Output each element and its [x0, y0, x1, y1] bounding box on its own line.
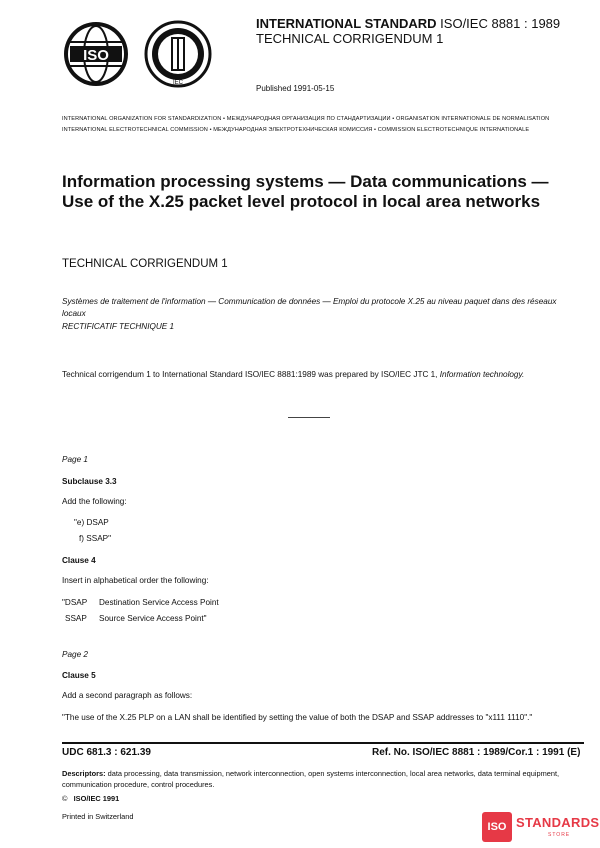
footer-rule: [62, 742, 584, 744]
separator: [288, 417, 330, 418]
french-subtitle: RECTIFICATIF TECHNIQUE 1: [62, 322, 175, 331]
item-e: "e) DSAP: [74, 518, 109, 527]
ssap-definition: Source Service Access Point": [99, 614, 207, 623]
org-line-iso: INTERNATIONAL ORGANIZATION FOR STANDARDIZATION • МЕЖДУНАРОДНАЯ ОРГАНИЗАЦИЯ ПО СТАНДАРТИЗАЦИИ • ORGANISATION INTERNATIONALE DE NORMALISATION: [62, 116, 550, 122]
copyright-text: ISO/IEC 1991: [73, 794, 120, 803]
printed-location: Printed in Switzerland: [62, 812, 134, 821]
clause-5-heading: Clause 5: [62, 671, 96, 680]
org-line-iec: INTERNATIONAL ELECTROTECHNICAL COMMISSION • МЕЖДУНАРОДНАЯ ЭЛЕКТРОТЕХНИЧЕСКАЯ КОМИССИЯ • COMMISSION ELECTROTECHNIQUE INTERNATIONALE: [62, 127, 530, 133]
add-paragraph-text: Add a second paragraph as follows:: [62, 691, 193, 700]
dsap-definition: Destination Service Access Point: [99, 598, 219, 607]
iec-logo: [144, 20, 212, 88]
subclause-heading: Subclause 3.3: [62, 477, 117, 486]
corrigendum-label: TECHNICAL CORRIGENDUM 1: [256, 31, 444, 46]
iso-logo: [62, 20, 130, 88]
reference-number: Ref. No. ISO/IEC 8881 : 1989/Cor.1 : 1991 (E): [372, 747, 581, 758]
preparation-note: [62, 370, 524, 379]
document-title: Information processing systems — Data communications — Use of the X.25 packet level protocol in local area networks: [62, 172, 549, 211]
french-title: Systèmes de traitement de l'information — Communication de données — Emploi du protocole X.25 au niveau paquet dans des réseaux locaux: [62, 297, 557, 318]
standard-ref: ISO/IEC 8881 : 1989: [440, 16, 561, 31]
descriptors-label: Descriptors:: [62, 769, 106, 778]
preparation-committee: Information technology.: [439, 370, 525, 379]
standard-label: INTERNATIONAL STANDARD: [256, 16, 437, 31]
standard-heading: [256, 16, 560, 46]
ssap-abbr: SSAP: [65, 614, 87, 623]
store-name: STANDARDS: [516, 815, 600, 830]
copyright-icon: ©: [62, 794, 68, 803]
document-subtitle: TECHNICAL CORRIGENDUM 1: [62, 258, 228, 270]
add-following-text: Add the following:: [62, 497, 127, 506]
page-1-label: Page 1: [62, 455, 88, 464]
iec-logo-text: IEC: [172, 80, 184, 86]
page-2-label: Page 2: [62, 650, 88, 659]
iso-logo-text: ISO: [83, 47, 109, 64]
clause-4-heading: Clause 4: [62, 556, 96, 565]
insert-text: Insert in alphabetical order the following:: [62, 576, 209, 585]
published-date: Published 1991-05-15: [256, 84, 335, 93]
item-f: f) SSAP": [79, 534, 112, 543]
dsap-abbr: "DSAP: [62, 598, 88, 607]
quoted-paragraph: "The use of the X.25 PLP on a LAN shall be identified by setting the value of both the DSAP and SSAP addresses to "x111 1110".": [62, 713, 533, 722]
preparation-text: Technical corrigendum 1 to International Standard ISO/IEC 8881:1989 was prepared by ISO/IEC JTC 1,: [62, 370, 438, 379]
descriptors-text: data processing, data transmission, network interconnection, open systems interconnection, local area networks, data terminal equipment, communication procedure, control procedures.: [62, 769, 560, 789]
store-subtitle: STORE: [548, 832, 571, 838]
copyright: [62, 794, 119, 803]
descriptors: [62, 768, 582, 790]
store-badge: ISO: [482, 812, 512, 842]
udc-code: UDC 681.3 : 621.39: [62, 747, 151, 758]
